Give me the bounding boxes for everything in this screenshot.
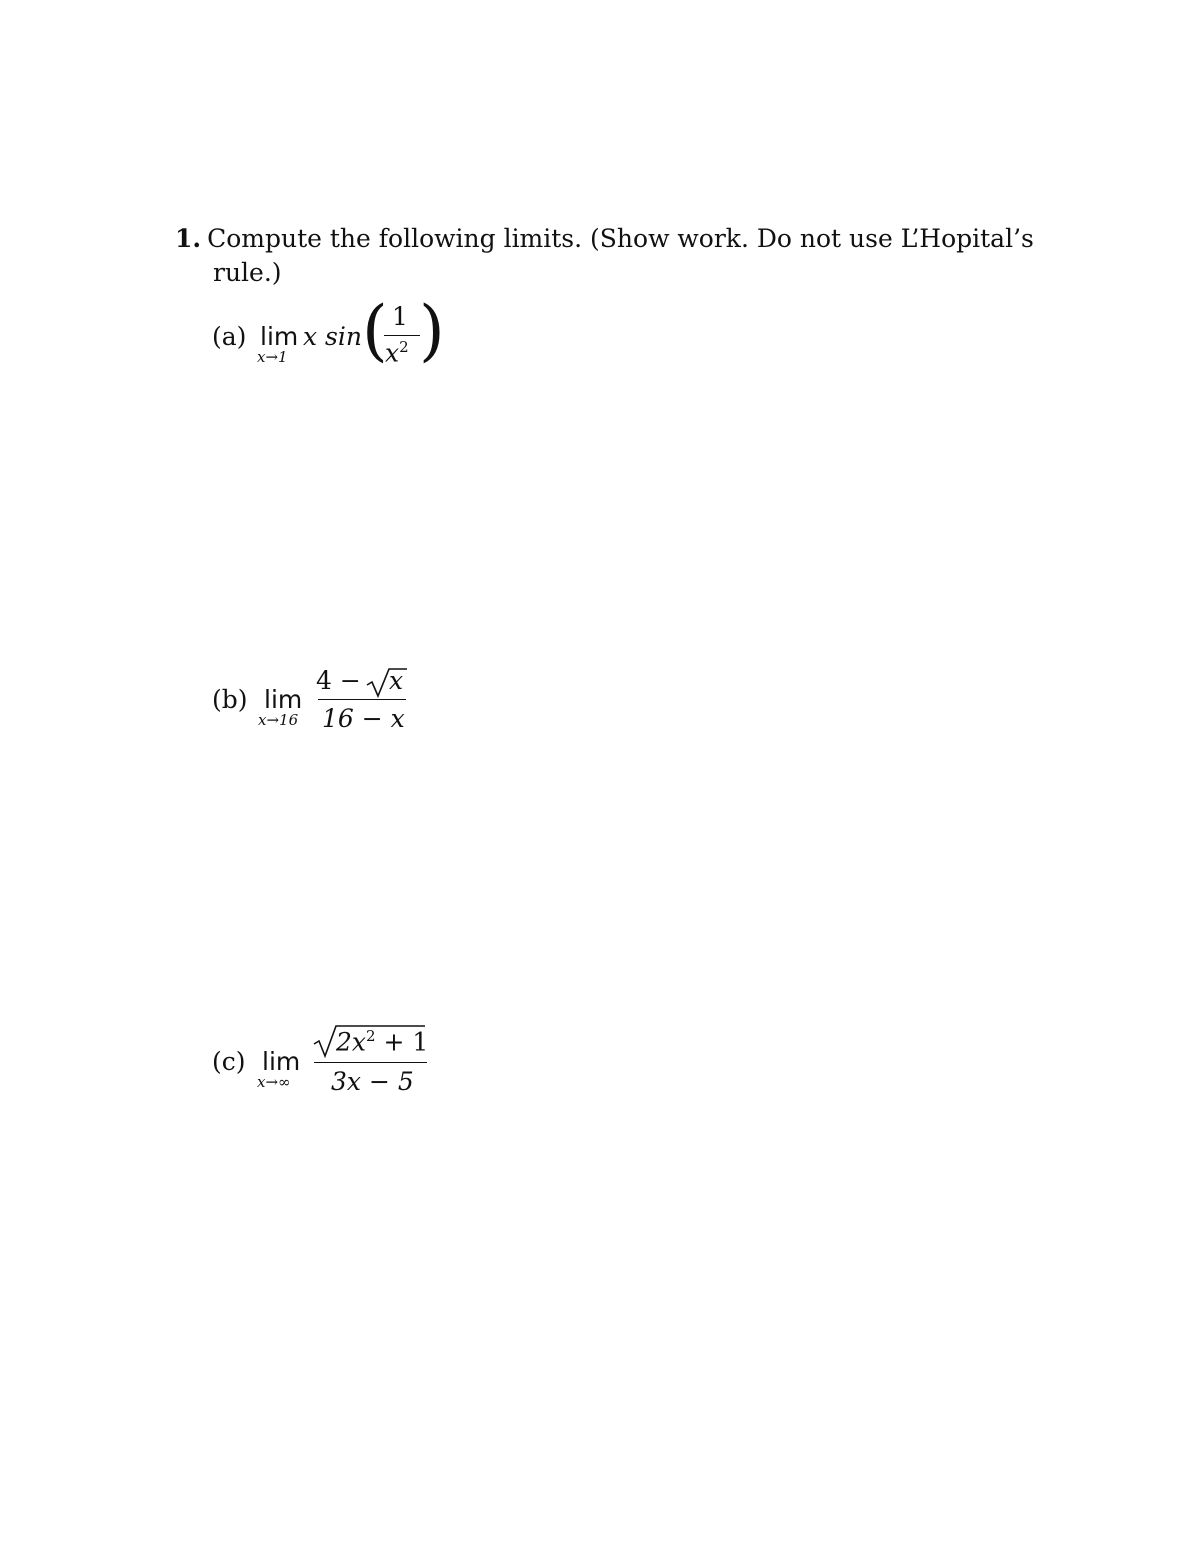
part-c-subscript: x→∞ bbox=[257, 1073, 291, 1091]
problem-text-line-1: Compute the following limits. (Show work. Do not use L’Hopital’s bbox=[207, 224, 1034, 253]
part-b-subscript: x→16 bbox=[258, 711, 299, 729]
part-a-left-paren: ( bbox=[362, 292, 388, 369]
part-c-lim: lim bbox=[262, 1047, 301, 1076]
part-c-fraction-bar bbox=[314, 1062, 427, 1063]
part-b bbox=[212, 664, 452, 744]
part-c-radicand-exp: 2 bbox=[366, 1027, 376, 1045]
problem-line-1 bbox=[175, 222, 1065, 256]
part-c bbox=[212, 1025, 472, 1105]
part-c-denominator: 3x − 5 bbox=[331, 1067, 414, 1096]
problem-statement bbox=[175, 222, 1065, 290]
part-b-label: (b) bbox=[212, 685, 248, 714]
part-a-expression bbox=[303, 322, 362, 351]
part-a-lim: lim bbox=[260, 322, 299, 351]
part-c-radicand-left: 2x bbox=[336, 1027, 367, 1057]
part-a bbox=[212, 292, 452, 380]
part-c-radicand-right: + 1 bbox=[383, 1027, 429, 1057]
part-a-denominator-base: x bbox=[385, 338, 400, 368]
part-c-label: (c) bbox=[212, 1047, 246, 1076]
part-b-numerator-radicand: x bbox=[389, 666, 404, 695]
part-a-label: (a) bbox=[212, 322, 247, 351]
part-b-denominator: 16 − x bbox=[322, 704, 405, 733]
part-b-numerator bbox=[316, 666, 361, 695]
part-a-denominator-exp: 2 bbox=[399, 338, 409, 356]
problem-text-line-2: rule.) bbox=[213, 258, 282, 287]
part-a-fraction-bar bbox=[384, 335, 420, 336]
part-b-lim: lim bbox=[264, 685, 303, 714]
problem-number: 1. bbox=[175, 224, 202, 253]
part-a-subscript: x→1 bbox=[257, 348, 288, 366]
part-a-denominator bbox=[385, 338, 409, 367]
part-a-expression-left: x sin bbox=[303, 322, 362, 351]
part-b-numerator-left: 4 − bbox=[316, 666, 361, 695]
part-a-numerator: 1 bbox=[392, 302, 408, 331]
part-b-fraction-bar bbox=[318, 699, 406, 700]
part-c-numerator bbox=[336, 1027, 428, 1056]
part-a-right-paren: ) bbox=[419, 292, 445, 369]
